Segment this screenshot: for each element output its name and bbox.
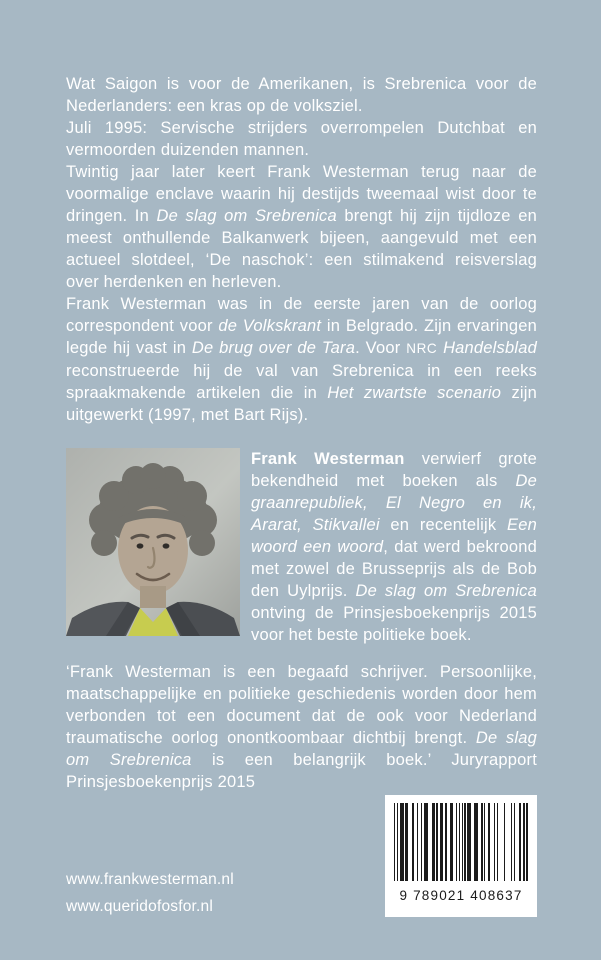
isbn-number: 9 789021 408637	[399, 888, 523, 903]
jury-quote-section	[66, 661, 537, 793]
blurb-paragraph-4: Frank Westerman was in de eerste jaren van de oorlog correspondent voor de Volkskrant in Belgrado. Zijn ervaringen legde hij vast in De brug over de Tara. Voor NRC Handelsblad reconstrueerde hij de val van Srebrenica in een reeks spraakmakende artikelen die in Het zwartste scenario zijn uitgewerkt (1997, met Bart Rijs).	[66, 295, 538, 424]
website-links	[66, 866, 234, 920]
jury-quote-text: ‘Frank Westerman is een begaafd schrijver. Persoonlijke, maatschappelijke en politieke geschiedenis worden door hem verbonden tot een document dat de ook voor Nederland traumatische oorlog onontkoombaar dichtbij brengt. De slag om Srebrenica is een belangrijk boek.’ Juryrapport Prinsjesboekenprijs 2015	[66, 663, 537, 791]
author-bio-text: Frank Westerman verwierf grote bekendheid met boeken als De graanrepubliek, El Negro en ik, Ararat, Stikvallei en recentelijk Een woord een woord, dat werd bekroond met zowel de Brusseprijs als de Bob den Uylprijs. De slag om Srebrenica ontving de Prinsjesboekenprijs 2015 voor het beste politieke boek.	[251, 450, 538, 644]
blurb-paragraph-2: Juli 1995: Servische strijders overrompelen Dutchbat en vermoorden duizenden mannen.	[66, 119, 537, 159]
blurb-paragraph-1: Wat Saigon is voor de Amerikanen, is Srebrenica voor de Nederlanders: een kras op de volksziel.	[66, 75, 537, 115]
isbn-barcode	[385, 795, 537, 917]
blurb-section	[66, 73, 537, 426]
author-bio-section	[66, 448, 537, 646]
author-website-url: www.frankwesterman.nl	[66, 871, 234, 888]
publisher-website-url: www.queridofosfor.nl	[66, 898, 214, 915]
author-photo	[66, 448, 240, 636]
barcode-bars	[394, 803, 528, 881]
blurb-paragraph-3: Twintig jaar later keert Frank Westerman terug naar de voormalige enclave waarin hij destijds tweemaal wist door te dringen. In De slag om Srebrenica brengt hij zijn tijdloze en meest onthullende Balkanwerk bijeen, aangevuld met een actueel slotdeel, ‘De naschok’: een stilmakend reisverslag over herdenken en herleven.	[66, 163, 537, 291]
